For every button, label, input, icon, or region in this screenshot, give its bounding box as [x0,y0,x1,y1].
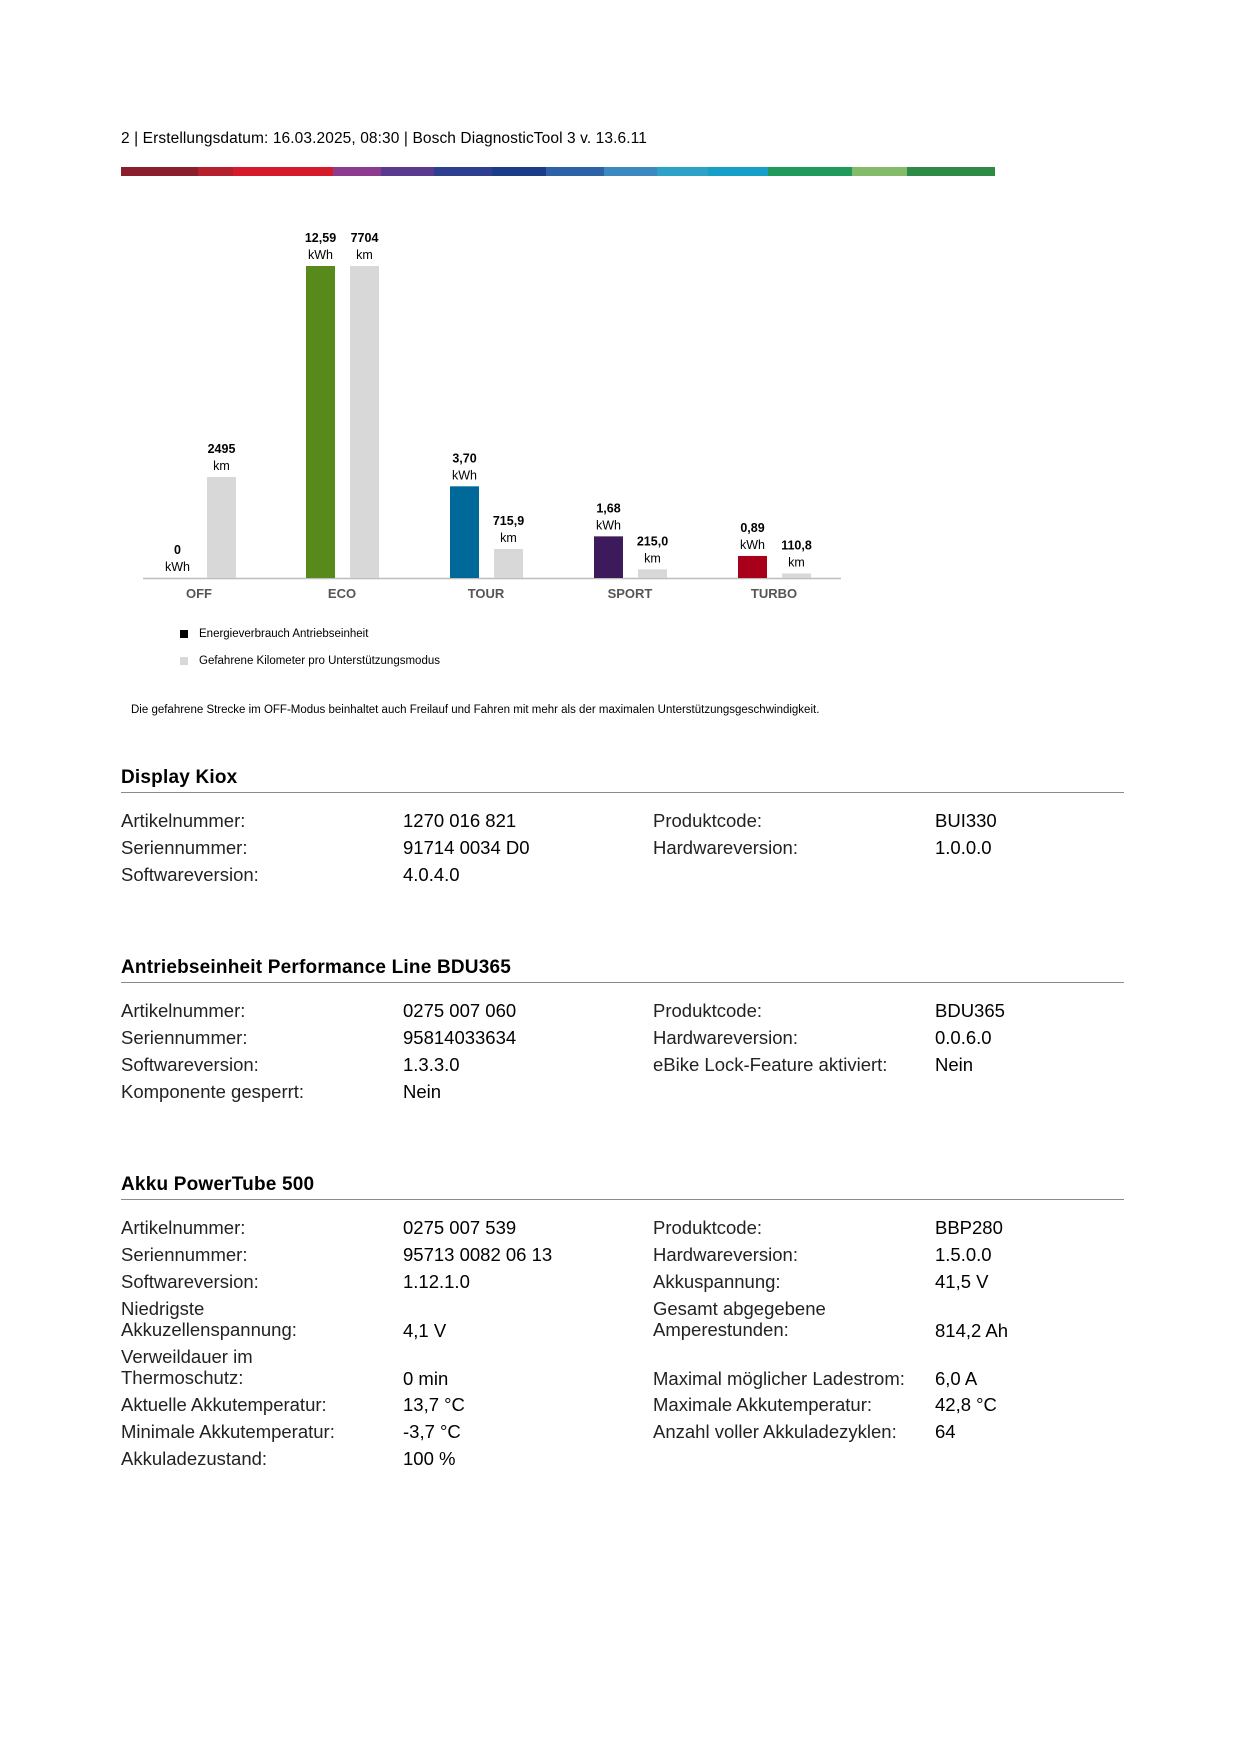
spec-value: 0275 007 539 [403,1217,517,1238]
data-label-km: 110,8 [781,538,812,553]
spec-value: 814,2 Ah [935,1320,1009,1341]
spec-label: Verweildauer im Thermoschutz: [121,1346,253,1388]
spec-value: 6,0 A [935,1368,978,1389]
legend-energy [180,628,368,640]
bar-energy-sport [594,536,623,578]
spec-value: 4.0.4.0 [403,864,460,885]
spec-value: 95713 0082 06 13 [403,1244,553,1265]
spec-label: Aktuelle Akkutemperatur: [121,1394,327,1415]
spec-row [121,1346,1124,1394]
color-bar [121,167,1124,176]
section-battery [121,1174,1124,1475]
spec-value: 0275 007 060 [403,1000,517,1021]
spec-row [121,864,1124,891]
spec-label: Produktcode: [653,1000,763,1021]
spec-label: Hardwareversion: [653,1027,798,1048]
bar-energy-tour [450,486,479,578]
data-label-km-unit: km [356,248,373,262]
data-label-energy: 3,70 [452,451,477,466]
spec-value: 0 min [403,1368,449,1389]
spec-value: 1.0.0.0 [935,837,992,858]
spec-label: Komponente gesperrt: [121,1081,305,1102]
spec-label: Akkuladezustand: [121,1448,268,1469]
legend-km-label: Gefahrene Kilometer pro Unterstützungsmodus [199,655,440,667]
spec-value: Nein [403,1081,442,1102]
spec-row [121,1054,1124,1081]
mode-chart [121,215,861,610]
bar-km-tour [494,549,523,578]
data-label-energy-unit: kWh [308,248,333,262]
color-bar-segment [198,167,233,176]
spec-value: 1.3.3.0 [403,1054,460,1075]
data-label-energy: 0 [174,543,181,557]
spec-label: Artikelnummer: [121,1000,246,1021]
data-label-energy-unit: kWh [165,560,190,574]
data-label-km: 215,0 [636,534,669,549]
legend-energy-swatch [180,630,188,638]
spec-value: 91714 0034 D0 [403,837,530,858]
bar-km-off [207,477,236,578]
spec-label: eBike Lock-Feature aktiviert: [653,1054,888,1075]
color-bar-segment [657,167,708,176]
spec-value: 1.5.0.0 [935,1244,992,1265]
spec-value: BBP280 [935,1217,1003,1238]
spec-row [121,1394,1124,1421]
spec-label: Minimale Akkutemperatur: [121,1421,335,1442]
data-label-energy: 12,59 [304,231,337,245]
spec-label: Akkuspannung: [653,1271,781,1292]
bar-km-sport [638,569,667,578]
spec-label: Anzahl voller Akkuladezyklen: [653,1421,897,1442]
spec-value: 64 [935,1421,956,1442]
x-tick-label: SPORT [607,586,653,601]
spec-label: Maximale Akkutemperatur: [653,1394,873,1415]
data-label-km: 7704 [350,231,379,245]
spec-value: 1.12.1.0 [403,1271,470,1292]
color-bar-segment [852,167,907,176]
color-bar-segment [333,167,381,176]
x-tick-label: OFF [186,586,212,601]
spec-label: Softwareversion: [121,1271,259,1292]
x-tick-label: TURBO [750,586,798,601]
section-title: Antriebseinheit Performance Line BDU365 [121,957,1124,983]
spec-row [121,1448,1124,1475]
spec-row [121,1027,1124,1054]
data-label-km: 715,9 [492,514,525,529]
spec-label: Hardwareversion: [653,1244,798,1265]
x-tick-label: ECO [327,586,357,601]
spec-value: 1270 016 821 [403,810,517,831]
spec-label: Hardwareversion: [653,837,798,858]
color-bar-segment [546,167,604,176]
spec-value: BUI330 [935,810,997,831]
spec-grid [121,1000,1124,1108]
data-label-km-unit: km [213,458,230,473]
spec-row [121,1000,1124,1027]
spec-row [121,837,1124,864]
spec-value: 13,7 °C [403,1394,465,1415]
bar-km-turbo [782,574,811,578]
spec-value: 95814033634 [403,1027,517,1048]
legend-energy-label: Energieverbrauch Antriebseinheit [199,628,369,640]
spec-row [121,810,1124,837]
data-label-energy: 1,68 [596,501,621,516]
data-label-energy-unit: kWh [596,518,621,533]
chart-note: Die gefahrene Strecke im OFF-Modus beinhaltet auch Freilauf und Fahren mit mehr als der maximalen Unterstützungsgeschwindigkeit. [131,704,820,716]
spec-label: Artikelnummer: [121,1217,246,1238]
legend-km [180,655,440,667]
data-label-km-unit: km [788,555,805,570]
spec-label: Artikelnummer: [121,810,246,831]
bar-km-eco [350,266,379,578]
x-tick-label: TOUR [467,586,505,601]
color-bar-segment [907,167,995,176]
spec-value: BDU365 [935,1000,1005,1021]
section-title: Display Kiox [121,767,1124,793]
spec-value: 4,1 V [403,1320,447,1341]
section-drive [121,957,1124,1108]
color-bar-segment [768,167,852,176]
spec-value: 42,8 °C [935,1394,997,1415]
color-bar-segment [604,167,657,176]
color-bar-segment [492,167,546,176]
spec-label: Maximal möglicher Ladestrom: [653,1368,905,1389]
legend-km-swatch [180,657,188,665]
spec-row [121,1421,1124,1448]
data-label-km: 2495 [207,441,236,456]
bar-energy-eco [306,266,335,578]
section-display [121,767,1124,891]
color-bar-segment [233,167,333,176]
color-bar-segment [434,167,492,176]
color-bar-segment [121,167,198,176]
spec-row [121,1271,1124,1298]
color-bar-segment [708,167,768,176]
spec-label: Niedrigste Akkuzellenspannung: [121,1298,297,1340]
data-label-km-unit: km [644,551,661,566]
spec-value: 41,5 V [935,1271,989,1292]
spec-value: 0.0.6.0 [935,1027,992,1048]
spec-label: Gesamt abgegebene Amperestunden: [653,1298,826,1340]
data-label-energy-unit: kWh [452,468,477,483]
color-bar-segment [381,167,434,176]
spec-value: -3,7 °C [403,1421,461,1442]
spec-row [121,1244,1124,1271]
spec-row [121,1217,1124,1244]
spec-label: Seriennummer: [121,1244,248,1265]
spec-grid [121,810,1124,891]
spec-label: Produktcode: [653,810,763,831]
spec-grid [121,1217,1124,1475]
spec-label: Softwareversion: [121,864,259,885]
section-title: Akku PowerTube 500 [121,1174,1124,1200]
data-label-km-unit: km [500,531,517,546]
spec-row [121,1081,1124,1108]
spec-label: Produktcode: [653,1217,763,1238]
spec-label: Softwareversion: [121,1054,259,1075]
data-label-energy-unit: kWh [740,537,765,552]
spec-value: Nein [935,1054,974,1075]
bar-energy-turbo [738,556,767,578]
spec-value: 100 % [403,1448,456,1469]
spec-row [121,1298,1124,1346]
page-header: 2 | Erstellungsdatum: 16.03.2025, 08:30 | Bosch DiagnosticTool 3 v. 13.6.11 [121,130,647,147]
data-label-energy: 0,89 [740,520,765,535]
spec-label: Seriennummer: [121,1027,248,1048]
spec-label: Seriennummer: [121,837,248,858]
